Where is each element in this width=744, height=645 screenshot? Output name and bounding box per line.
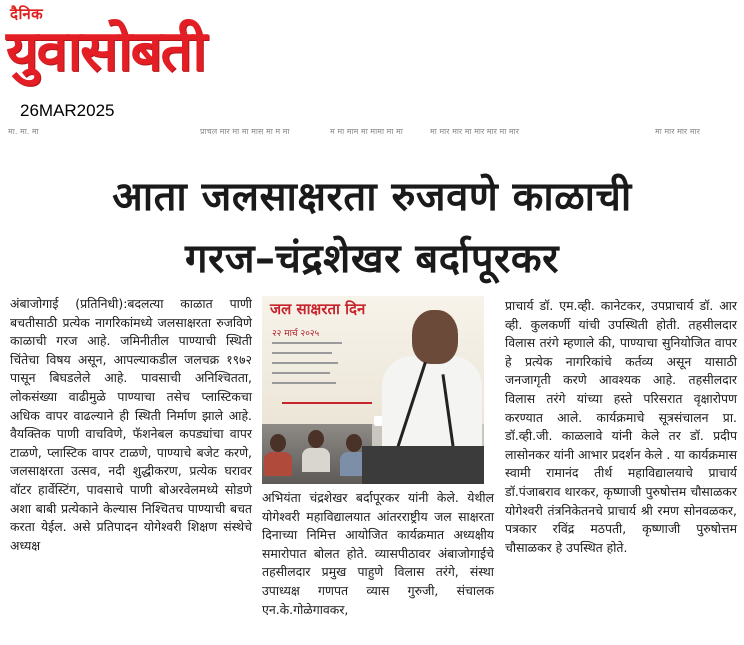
strip-text: मा. मा. मा: [8, 127, 39, 136]
strip-text: मा मार मार मार: [655, 127, 700, 136]
banner-date: २२ मार्च २०२५: [272, 329, 320, 339]
banner-line: [272, 372, 330, 374]
person-shirt: [302, 448, 330, 472]
headline-line: आता जलसाक्षरता रुजवणे काळाची: [112, 174, 632, 220]
banner-title: जल साक्षरता दिन: [270, 300, 366, 318]
brand-tagline: दैनिक: [10, 5, 44, 23]
brand-logo: युवासोबती: [6, 19, 205, 84]
article-paragraph: प्राचार्य डॉ. एम.व्ही. कानेटकर, उपप्राचार्य डॉ. आर व्ही. कुलकर्णी यांची उपस्थिती होती. तहसीलदार विलास तरंगे म्हणाले की, पाण्याचा सुनियोजित वापर हे प्रत्येक नागरिकांचे कर्तव्य असून यासाठी जनजागृती करणे आवश्यक आहे. तहसीलदार विलास तरंगे यांच्या हस्ते परिसरात वृक्षारोपण करण्यात आले. कार्यक्रमाचे सूत्रसंचालन प्रा. डॉ.व्ही.जी. काळलावे यांनी केले तर डॉ. प्रदीप लासोनकर यांनी आभार प्रदर्शन केले . या कार्यक्रमास स्वामी रामानंद तीर्थ महाविद्यालयाचे प्राचार्य डॉ.पंजाबराव थारकर, कृष्णाजी पुरुषोत्तम चौसाळकर योगेश्वरी तंत्रनिकेतनचे प्राचार्य श्री रमण सोनवळकर, पत्रकार रविंद्र मठपती, कृष्णाजी पुरुषोत्तम चौसाळकर हे उपस्थित होते.: [505, 298, 737, 555]
person-head: [270, 434, 286, 452]
article-photo: [262, 296, 484, 484]
strip-text: म मा माम मा मामा मा मा: [330, 127, 403, 136]
article-column-right: [505, 297, 737, 557]
banner-line: [282, 402, 372, 404]
strip-text: प्राचल मार मा मा मास मा म मा: [200, 127, 290, 136]
masthead: [0, 0, 320, 130]
banner-line: [272, 382, 336, 384]
speaker-head: [412, 310, 458, 364]
article-headline: [10, 166, 734, 290]
article-column-middle: [262, 489, 494, 619]
person-head: [346, 434, 362, 452]
strip-text: मा मार मार मा मार मार मा मार: [430, 127, 520, 136]
adjacent-article-strip: [0, 124, 744, 140]
headline-line: गरज–चंद्रशेखर बर्दापूरकर: [184, 236, 559, 282]
banner-line: [272, 362, 338, 364]
article-column-left: [10, 295, 252, 555]
article-paragraph: अभियंता चंद्रशेखर बर्दापूरकर यांनी केले. येथील योगेश्वरी महाविद्यालयात आंतरराष्ट्रीय जल साक्षरता दिनाच्या निमित्त आयोजित कार्यक्रमात अध्यक्षीय समारोपात बोलत होते. व्यासपीठावर अंबाजोगाईचे तहसीलदार प्रमुख पाहुणे विलास तरंगे, संस्था उपाध्यक्ष गणपत व्यास गुरुजी, संचालक एन.के.गोळेगावकर,: [262, 490, 494, 617]
person-shirt: [264, 452, 292, 476]
banner-line: [272, 352, 332, 354]
issue-date: 26MAR2025: [20, 101, 115, 120]
podium: [362, 446, 484, 484]
audience-group: [262, 424, 372, 484]
article-paragraph: अंबाजोगाई (प्रतिनिधी):बदलत्या काळात पाणी बचतीसाठी प्रत्येक नागरिकांमध्ये जलसाक्षरता रुजविणे काळाची गरज आहे. जमिनीतील पाण्याची स्थिती चिंतेचा विषय असून, आपल्याकडील जलचक्र १९७२ पासून बिघडलेले आहे. पावसाची अनिश्चितता, लोकसंख्या वाढीमुळे पाण्याचा तसेच प्लास्टिकचा अधिक वापर वाढल्याने ही स्थिती निर्माण झाले आहे. वैयक्तिक पाणी वाचविणे, फॅशनेबल कपड्यांचा वापर टाळणे, प्लास्टिक वापर टाळणे, पाण्याचे बजेट करणे, जलसाक्षरता उत्सव, नदी शुद्धीकरण, प्रत्येक घरावर वॉटर हार्वेस्टिंग, पावसाचे पाणी बोअरवेलमध्ये सोडणे अशा बाबी प्रत्येकाने केल्यास निश्चितच पाण्याची बचत करता येईल. असे प्रतिपादन योगेश्वरी शिक्षण संस्थेचे अध्यक्ष: [10, 296, 252, 553]
banner-line: [272, 342, 342, 344]
person-head: [308, 430, 324, 448]
